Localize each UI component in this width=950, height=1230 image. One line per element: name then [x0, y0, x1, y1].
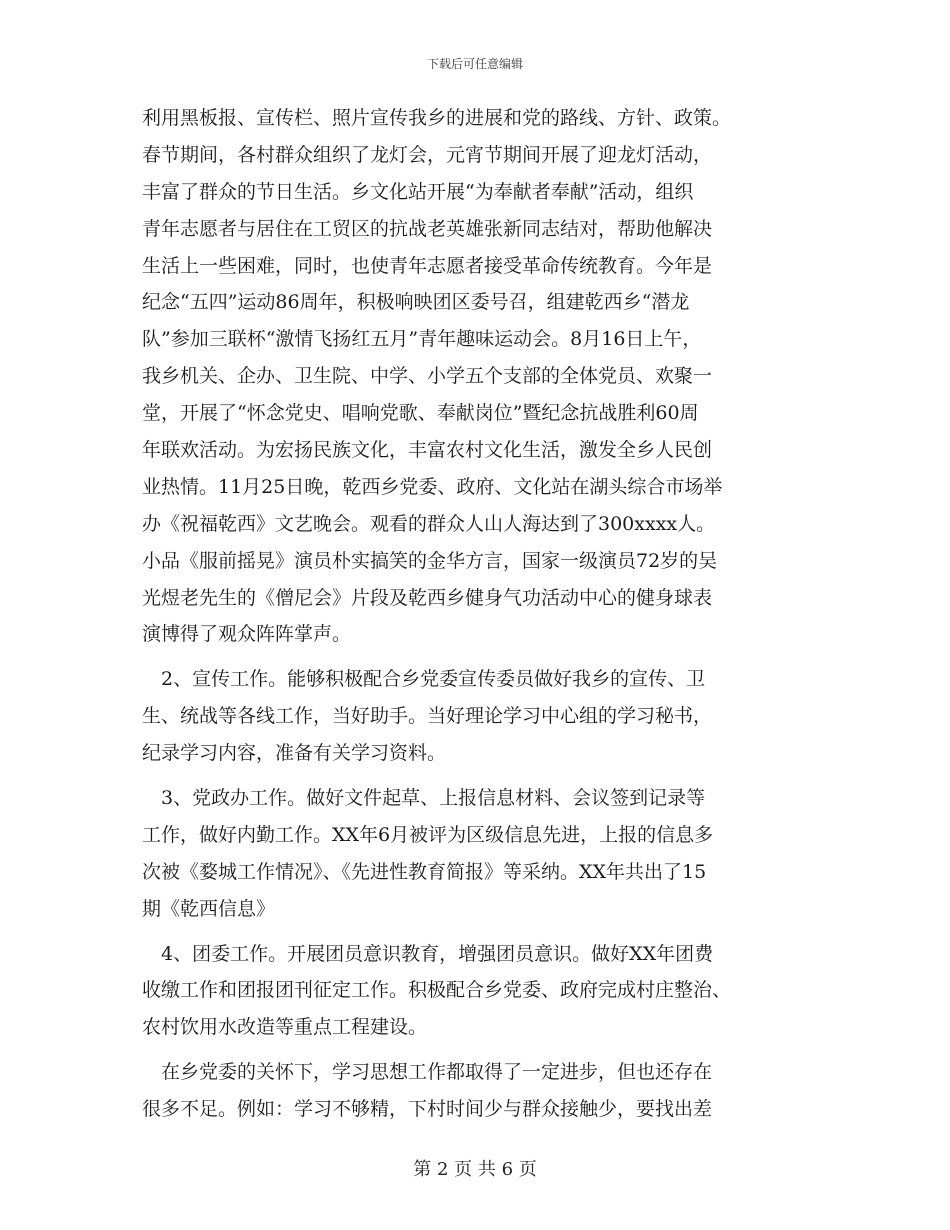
page-footer: 第 2 页 共 6 页	[413, 1159, 537, 1180]
paragraph	[142, 100, 808, 653]
text-line: 纪录学习内容，准备有关学习资料。	[142, 742, 447, 765]
text-line: 堂，开展了“怀念党史、唱响党歌、奉献岗位”暨纪念抗战胜利60周	[142, 402, 699, 425]
paragraph	[142, 936, 808, 1047]
paragraph-gap	[142, 928, 808, 936]
text-line: 丰富了群众的节日生活。乡文化站开展“为奉献者奉献”活动，组织	[142, 180, 694, 203]
text-line: 利用黑板报、宣传栏、照片宣传我乡的进展和党的路线、方针、政策。	[142, 107, 732, 129]
text-line: 3、党政办工作。做好文件起草、上报信息材料、会议签到记录等	[142, 787, 706, 810]
text-line: 小品《服前摇晃》演员朴实搞笑的金华方言，国家一级演员72岁的吴	[142, 549, 718, 572]
text-line: 纪念“五四”运动86周年，积极响映团区委号召，组建乾西乡“潜龙	[142, 291, 690, 314]
text-line: 2、宣传工作。能够积极配合乡党委宣传委员做好我乡的宣传、卫	[142, 668, 706, 691]
text-line: 队”参加三联杯“激情飞扬红五月”青年趣味运动会。8月16日上午，	[142, 328, 702, 351]
text-line: 收缴工作和团报团刊征定工作。积极配合乡党委、政府完成村庄整治、	[142, 979, 732, 1002]
text-line: 4、团委工作。开展团员意识教育，增强团员意识。做好XX年团费	[142, 942, 714, 965]
paragraph-gap	[142, 1046, 808, 1054]
document-body	[142, 100, 808, 1128]
text-line: 在乡党委的关怀下，学习思想工作都取得了一定进步，但也还存在	[142, 1061, 713, 1084]
paragraph-gap	[142, 653, 808, 661]
text-line: 年联欢活动。为宏扬民族文化，丰富农村文化生活，激发全乡人民创	[142, 439, 713, 462]
text-line: 生活上一些困难，同时，也使青年志愿者接受革命传统教育。今年是	[142, 254, 713, 277]
page-header: 下载后可任意编辑	[426, 57, 523, 71]
paragraph	[142, 1054, 808, 1128]
text-line: 生、统战等各线工作，当好助手。当好理论学习中心组的学习秘书，	[142, 705, 713, 728]
paragraph-gap	[142, 772, 808, 780]
text-line: 演博得了观众阵阵掌声。	[142, 623, 352, 646]
paragraph	[142, 661, 808, 772]
text-line: 很多不足。例如：学习不够精，下村时间少与群众接触少，要找出差	[142, 1098, 713, 1121]
text-line: 工作，做好内勤工作。XX年6月被评为区级信息先进，上报的信息多	[142, 823, 714, 846]
text-line: 次被《婺城工作情况》、《先进性教育简报》等采纳。XX年共出了15	[142, 860, 707, 883]
paragraph	[142, 780, 808, 928]
text-line: 办《祝福乾西》文艺晚会。观看的群众人山人海达到了300xxxx人。	[142, 512, 716, 535]
text-line: 春节期间，各村群众组织了龙灯会，元宵节期间开展了迎龙灯活动，	[142, 143, 713, 166]
text-line: 我乡机关、企办、卫生院、中学、小学五个支部的全体党员、欢聚一	[142, 365, 713, 388]
text-line: 青年志愿者与居住在工贸区的抗战老英雄张新同志结对，帮助他解决	[142, 217, 713, 240]
text-line: 光煜老先生的《僧尼会》片段及乾西乡健身气功活动中心的健身球表	[142, 586, 713, 609]
text-line: 业热情。11月25日晚，乾西乡党委、政府、文化站在湖头综合市场举	[142, 475, 723, 498]
text-line: 农村饮用水改造等重点工程建设。	[142, 1016, 428, 1039]
text-line: 期《乾西信息》	[142, 897, 276, 920]
